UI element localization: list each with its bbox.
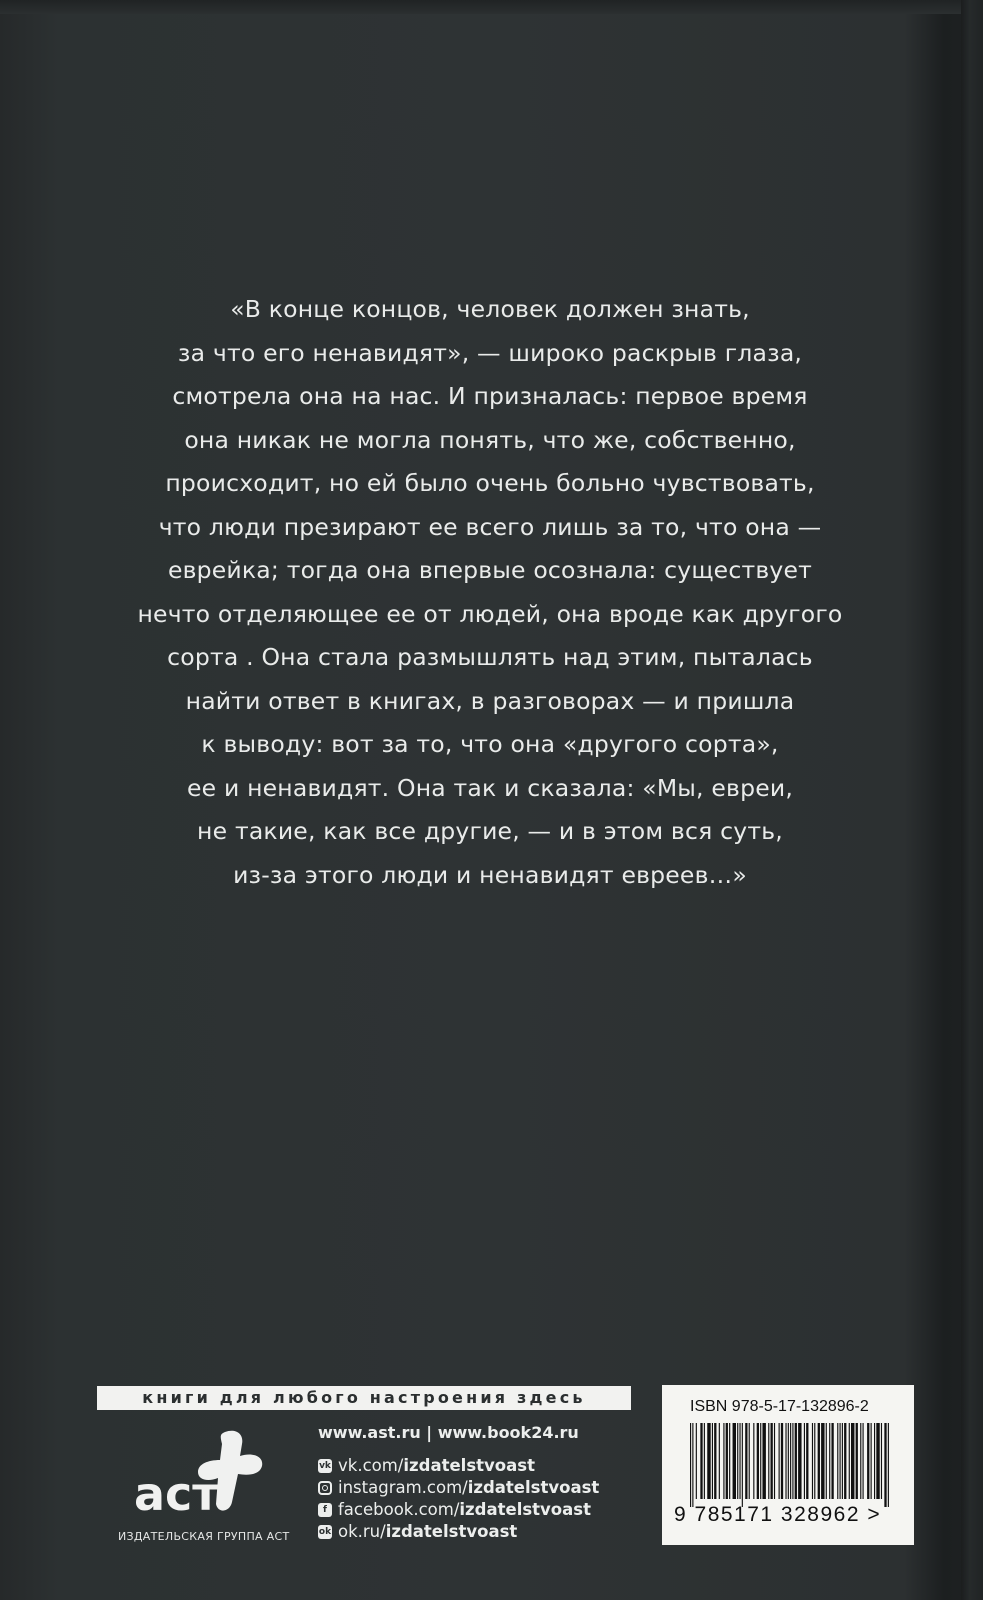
barcode-bar <box>844 1423 846 1499</box>
quote-line: за что его ненавидят», — широко раскрыв глаза, <box>177 338 803 367</box>
blurb-quote <box>120 288 860 897</box>
barcode-bar <box>874 1423 875 1499</box>
barcode-bar <box>753 1423 754 1499</box>
barcode-bar <box>814 1423 815 1499</box>
barcode-bar <box>821 1423 824 1499</box>
quote-line: нечто отделяющее ее от людей, она вроде как другого <box>137 599 843 628</box>
barcode-bar <box>729 1423 730 1499</box>
quote-line: найти ответ в книгах, в разговорах — и пришла <box>185 686 795 715</box>
barcode-bar <box>771 1423 773 1499</box>
vk-icon: vk <box>319 1461 331 1471</box>
social-link-vk[interactable] <box>318 1455 599 1477</box>
barcode-bar <box>829 1423 830 1499</box>
barcode-label <box>662 1385 914 1545</box>
barcode-bar <box>774 1423 775 1499</box>
quote-line: смотрела она на нас. И призналась: первое время <box>172 382 808 410</box>
barcode-bar <box>768 1423 769 1499</box>
isbn-text: ISBN 978-5-17-132896-2 <box>690 1398 869 1415</box>
barcode-bar <box>733 1423 736 1499</box>
barcode-bar <box>795 1423 797 1499</box>
barcode-bar <box>760 1423 761 1499</box>
barcode-bar <box>714 1423 716 1499</box>
barcode-bar <box>837 1423 838 1499</box>
barcode-bar <box>790 1423 791 1499</box>
barcode-bar <box>745 1423 747 1499</box>
facebook-icon: f <box>318 1503 332 1517</box>
barcode-bar <box>723 1423 724 1499</box>
barcode-bar <box>818 1423 820 1499</box>
barcode-bar <box>826 1423 827 1499</box>
quote-line: сорта . Она стала размышлять над этим, пыталась <box>167 643 813 671</box>
barcode-bars <box>690 1423 890 1507</box>
barcode-bar <box>704 1423 705 1499</box>
cover-spine-edge <box>961 0 983 1600</box>
barcode-bar <box>840 1423 841 1499</box>
barcode-bar <box>849 1423 850 1499</box>
instagram-icon <box>318 1481 332 1495</box>
quote-line: «В конце концов, человек должен знать, <box>230 295 750 323</box>
barcode-bar <box>690 1423 691 1507</box>
barcode-bar <box>749 1423 750 1499</box>
quote-line: происходит, но ей было очень больно чувствовать, <box>165 469 815 497</box>
social-prefix: instagram.com/ <box>338 1478 468 1497</box>
social-prefix: facebook.com/ <box>338 1500 460 1519</box>
quote-line: еврейка; тогда она впервые осознала: существует <box>167 556 813 584</box>
social-handle: izdatelstvoast <box>385 1522 518 1541</box>
barcode-bar <box>742 1423 743 1507</box>
barcode-bar <box>851 1423 854 1499</box>
barcode-bar <box>737 1423 738 1499</box>
slogan-banner: книги для любого настроения здесь <box>97 1386 631 1410</box>
barcode-bar <box>739 1423 740 1499</box>
quote-line: из-за этого люди и ненавидят евреев…» <box>233 860 747 889</box>
barcode-bar <box>692 1423 693 1507</box>
barcode-bar <box>863 1423 864 1499</box>
quote-line: к выводу: вот за то, что она «другого сорта», <box>201 730 779 758</box>
barcode-bar <box>881 1423 882 1499</box>
quote-line: она никак не могла понять, что же, собственно, <box>184 425 796 454</box>
quote-line: не такие, как все другие, — и в этом вся суть, <box>197 817 783 845</box>
barcode-bar <box>842 1423 843 1499</box>
barcode-bar <box>812 1423 813 1499</box>
social-prefix: vk.com/ <box>338 1456 404 1475</box>
ast-logo <box>132 1428 272 1518</box>
quote-line: что люди презирают ее всего лишь за то, что она — <box>158 512 822 541</box>
social-handle: izdatelstvoast <box>467 1478 600 1497</box>
barcode-bar <box>719 1423 720 1499</box>
barcode-bar <box>757 1423 759 1499</box>
barcode-bar <box>762 1423 765 1499</box>
barcode-bar <box>781 1423 783 1499</box>
barcode-bar <box>856 1423 858 1499</box>
website-links[interactable]: www.ast.ru | www.book24.ru <box>318 1423 579 1442</box>
publisher-links <box>318 1423 599 1543</box>
social-handle: izdatelstvoast <box>403 1456 535 1475</box>
barcode-bar <box>876 1423 879 1499</box>
barcode-bar <box>788 1423 789 1499</box>
barcode-bar <box>712 1423 713 1499</box>
logo-text: аст <box>134 1467 219 1518</box>
barcode-bar <box>785 1423 786 1499</box>
social-link-facebook[interactable] <box>318 1499 599 1521</box>
barcode-bar <box>831 1423 833 1499</box>
social-handle: izdatelstvoast <box>459 1500 591 1519</box>
barcode-bar <box>700 1423 702 1499</box>
social-prefix: ok.ru/ <box>338 1522 386 1541</box>
barcode-bar <box>806 1423 808 1499</box>
social-link-instagram[interactable] <box>318 1477 599 1499</box>
barcode-bar <box>696 1423 697 1499</box>
cover-top-edge <box>0 0 983 14</box>
publisher-name: ИЗДАТЕЛЬСКАЯ ГРУППА АСТ <box>118 1530 290 1543</box>
barcode-bar <box>726 1423 728 1499</box>
barcode-bar <box>779 1423 780 1499</box>
barcode-bar <box>804 1423 805 1499</box>
barcode-bar <box>871 1423 872 1499</box>
barcode-digits: 9 785171 328962 > <box>674 1503 882 1526</box>
social-link-odnoklassniki[interactable] <box>318 1521 599 1543</box>
barcode-bar <box>707 1423 710 1499</box>
barcode-bar <box>860 1423 861 1499</box>
barcode-bar <box>798 1423 801 1499</box>
barcode-bar <box>792 1423 793 1499</box>
barcode-bar <box>884 1423 886 1507</box>
barcode-bar <box>867 1423 869 1499</box>
quote-line: ее и ненавидят. Она так и сказала: «Мы, евреи, <box>186 773 794 802</box>
odnoklassniki-icon: ok <box>318 1527 332 1537</box>
barcode-bar <box>888 1423 889 1507</box>
